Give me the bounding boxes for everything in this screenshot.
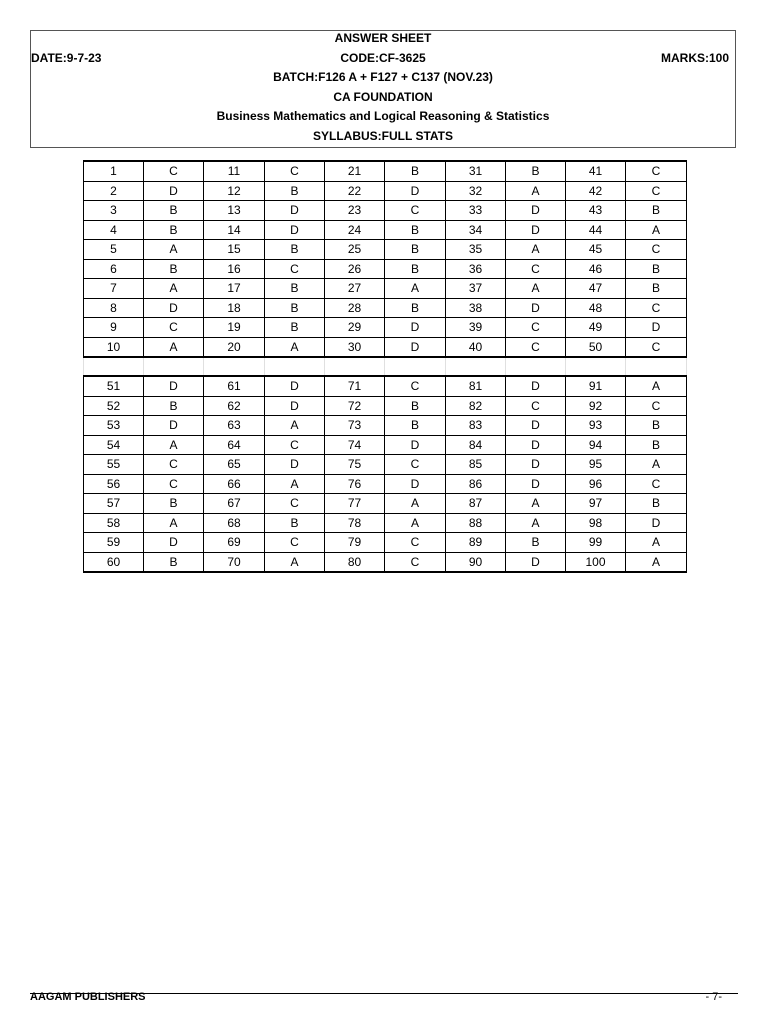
answer-option-cell: C (385, 376, 446, 396)
answer-option-cell: B (144, 494, 204, 514)
question-number-cell: 79 (325, 533, 385, 553)
answer-option-cell: C (626, 396, 687, 416)
answer-option-cell: A (506, 513, 566, 533)
question-number-cell: 30 (325, 337, 385, 357)
question-number-cell: 47 (566, 279, 626, 299)
question-number-cell: 96 (566, 474, 626, 494)
answer-option-cell: C (506, 259, 566, 279)
answer-option-cell: A (144, 240, 204, 260)
syllabus-info: SYLLABUS:FULL STATS (313, 129, 453, 143)
exam-date: DATE:9-7-23 (31, 51, 102, 65)
question-number-cell: 14 (204, 220, 265, 240)
answer-option-cell: A (385, 513, 446, 533)
answer-option-cell: C (506, 318, 566, 338)
answer-option-cell: A (506, 240, 566, 260)
question-number-cell: 18 (204, 298, 265, 318)
question-number-cell: 88 (446, 513, 506, 533)
question-number-cell: 6 (84, 259, 144, 279)
question-number-cell: 81 (446, 376, 506, 396)
question-number-cell: 77 (325, 494, 385, 514)
question-number-cell: 16 (204, 259, 265, 279)
spacer-cell (265, 357, 325, 376)
question-number-cell: 97 (566, 494, 626, 514)
answer-option-cell: D (385, 435, 446, 455)
answer-row (84, 298, 687, 318)
answer-option-cell: A (385, 279, 446, 299)
answer-row (84, 494, 687, 514)
answer-option-cell: C (385, 533, 446, 553)
course-name: CA FOUNDATION (333, 90, 433, 104)
answer-row (84, 240, 687, 260)
answer-row (84, 533, 687, 553)
question-number-cell: 29 (325, 318, 385, 338)
question-number-cell: 41 (566, 161, 626, 181)
answer-option-cell: C (144, 161, 204, 181)
question-number-cell: 40 (446, 337, 506, 357)
question-number-cell: 13 (204, 201, 265, 221)
question-number-cell: 35 (446, 240, 506, 260)
answer-option-cell: A (626, 220, 687, 240)
question-number-cell: 37 (446, 279, 506, 299)
question-number-cell: 39 (446, 318, 506, 338)
question-number-cell: 87 (446, 494, 506, 514)
spacer-cell (446, 357, 506, 376)
answer-row (84, 455, 687, 475)
answer-row (84, 396, 687, 416)
question-number-cell: 2 (84, 181, 144, 201)
question-number-cell: 15 (204, 240, 265, 260)
question-number-cell: 85 (446, 455, 506, 475)
answer-option-cell: C (506, 396, 566, 416)
answer-key-body (84, 161, 687, 572)
question-number-cell: 78 (325, 513, 385, 533)
answer-option-cell: C (385, 455, 446, 475)
question-number-cell: 67 (204, 494, 265, 514)
answer-option-cell: B (385, 220, 446, 240)
question-number-cell: 54 (84, 435, 144, 455)
question-number-cell: 73 (325, 416, 385, 436)
answer-option-cell: B (144, 259, 204, 279)
answer-option-cell: B (385, 416, 446, 436)
answer-row (84, 201, 687, 221)
question-number-cell: 63 (204, 416, 265, 436)
answer-option-cell: B (385, 396, 446, 416)
question-number-cell: 64 (204, 435, 265, 455)
spacer-cell (84, 357, 144, 376)
answer-option-cell: C (506, 337, 566, 357)
question-number-cell: 98 (566, 513, 626, 533)
question-number-cell: 51 (84, 376, 144, 396)
question-number-cell: 83 (446, 416, 506, 436)
answer-option-cell: D (265, 376, 325, 396)
question-number-cell: 12 (204, 181, 265, 201)
answer-option-cell: B (626, 416, 687, 436)
answer-option-cell: A (506, 181, 566, 201)
answer-option-cell: A (626, 552, 687, 572)
answer-option-cell: B (265, 513, 325, 533)
answer-option-cell: A (144, 435, 204, 455)
answer-option-cell: C (626, 474, 687, 494)
question-number-cell: 92 (566, 396, 626, 416)
question-number-cell: 89 (446, 533, 506, 553)
answer-option-cell: B (265, 181, 325, 201)
question-number-cell: 19 (204, 318, 265, 338)
question-number-cell: 36 (446, 259, 506, 279)
answer-row (84, 181, 687, 201)
answer-option-cell: D (144, 533, 204, 553)
answer-row (84, 435, 687, 455)
question-number-cell: 27 (325, 279, 385, 299)
question-number-cell: 59 (84, 533, 144, 553)
answer-row (84, 513, 687, 533)
answer-option-cell: B (144, 220, 204, 240)
spacer-cell (506, 357, 566, 376)
question-number-cell: 74 (325, 435, 385, 455)
answer-option-cell: D (265, 455, 325, 475)
answer-option-cell: B (506, 533, 566, 553)
answer-option-cell: C (265, 494, 325, 514)
answer-option-cell: C (265, 435, 325, 455)
question-number-cell: 3 (84, 201, 144, 221)
answer-option-cell: B (265, 240, 325, 260)
answer-option-cell: C (626, 240, 687, 260)
question-number-cell: 90 (446, 552, 506, 572)
question-number-cell: 60 (84, 552, 144, 572)
question-number-cell: 71 (325, 376, 385, 396)
question-number-cell: 17 (204, 279, 265, 299)
sheet-title: ANSWER SHEET (334, 31, 432, 45)
question-number-cell: 56 (84, 474, 144, 494)
question-number-cell: 82 (446, 396, 506, 416)
answer-option-cell: A (626, 376, 687, 396)
question-number-cell: 55 (84, 455, 144, 475)
answer-option-cell: A (265, 474, 325, 494)
answer-option-cell: B (144, 396, 204, 416)
question-number-cell: 44 (566, 220, 626, 240)
spacer-cell (325, 357, 385, 376)
question-number-cell: 45 (566, 240, 626, 260)
answer-option-cell: A (144, 279, 204, 299)
question-number-cell: 4 (84, 220, 144, 240)
question-number-cell: 53 (84, 416, 144, 436)
answer-option-cell: B (385, 259, 446, 279)
question-number-cell: 49 (566, 318, 626, 338)
answer-row (84, 337, 687, 357)
question-number-cell: 11 (204, 161, 265, 181)
question-number-cell: 21 (325, 161, 385, 181)
answer-row (84, 279, 687, 299)
question-number-cell: 100 (566, 552, 626, 572)
answer-option-cell: A (144, 513, 204, 533)
answer-row (84, 259, 687, 279)
answer-option-cell: D (506, 298, 566, 318)
answer-option-cell: D (265, 201, 325, 221)
answer-option-cell: B (626, 279, 687, 299)
question-number-cell: 7 (84, 279, 144, 299)
answer-option-cell: D (626, 318, 687, 338)
answer-option-cell: D (144, 298, 204, 318)
question-number-cell: 50 (566, 337, 626, 357)
question-number-cell: 26 (325, 259, 385, 279)
question-number-cell: 62 (204, 396, 265, 416)
answer-option-cell: A (506, 279, 566, 299)
answer-option-cell: C (626, 337, 687, 357)
spacer-cell (204, 357, 265, 376)
answer-option-cell: D (144, 376, 204, 396)
question-number-cell: 65 (204, 455, 265, 475)
subject-name: Business Mathematics and Logical Reasoning & Statistics (216, 109, 550, 123)
answer-option-cell: D (506, 552, 566, 572)
question-number-cell: 20 (204, 337, 265, 357)
answer-option-cell: D (506, 416, 566, 436)
answer-option-cell: B (626, 435, 687, 455)
answer-option-cell: A (265, 552, 325, 572)
question-number-cell: 75 (325, 455, 385, 475)
answer-option-cell: A (626, 533, 687, 553)
total-marks: MARKS:100 (660, 51, 729, 65)
answer-row (84, 552, 687, 572)
answer-row (84, 376, 687, 396)
page-number: - 7- (705, 991, 722, 1003)
question-number-cell: 72 (325, 396, 385, 416)
answer-option-cell: B (385, 161, 446, 181)
question-number-cell: 9 (84, 318, 144, 338)
answer-row (84, 220, 687, 240)
spacer-cell (626, 357, 687, 376)
answer-option-cell: B (265, 279, 325, 299)
answer-option-cell: B (626, 494, 687, 514)
answer-option-cell: D (506, 220, 566, 240)
publisher-name: AAGAM PUBLISHERS (30, 991, 146, 1003)
question-number-cell: 61 (204, 376, 265, 396)
question-number-cell: 1 (84, 161, 144, 181)
answer-option-cell: D (506, 455, 566, 475)
answer-option-cell: C (265, 533, 325, 553)
question-number-cell: 5 (84, 240, 144, 260)
answer-key-table (83, 160, 687, 573)
answer-option-cell: B (144, 201, 204, 221)
answer-option-cell: C (385, 552, 446, 572)
question-number-cell: 84 (446, 435, 506, 455)
question-number-cell: 8 (84, 298, 144, 318)
answer-option-cell: D (144, 181, 204, 201)
question-number-cell: 22 (325, 181, 385, 201)
question-number-cell: 86 (446, 474, 506, 494)
answer-option-cell: A (265, 337, 325, 357)
answer-option-cell: D (385, 318, 446, 338)
question-number-cell: 43 (566, 201, 626, 221)
answer-option-cell: C (265, 259, 325, 279)
question-number-cell: 93 (566, 416, 626, 436)
question-number-cell: 68 (204, 513, 265, 533)
spacer-cell (144, 357, 204, 376)
answer-option-cell: D (385, 181, 446, 201)
answer-option-cell: C (144, 474, 204, 494)
question-number-cell: 25 (325, 240, 385, 260)
answer-option-cell: B (626, 259, 687, 279)
question-number-cell: 58 (84, 513, 144, 533)
question-number-cell: 76 (325, 474, 385, 494)
answer-option-cell: A (626, 455, 687, 475)
answer-option-cell: D (626, 513, 687, 533)
paper-code: CODE:CF-3625 (340, 51, 426, 65)
answer-option-cell: D (506, 435, 566, 455)
question-number-cell: 91 (566, 376, 626, 396)
question-number-cell: 38 (446, 298, 506, 318)
question-number-cell: 66 (204, 474, 265, 494)
question-number-cell: 23 (325, 201, 385, 221)
question-number-cell: 95 (566, 455, 626, 475)
answer-option-cell: D (506, 376, 566, 396)
answer-option-cell: B (626, 201, 687, 221)
answer-option-cell: A (506, 494, 566, 514)
answer-option-cell: D (385, 337, 446, 357)
question-number-cell: 94 (566, 435, 626, 455)
answer-option-cell: B (385, 298, 446, 318)
answer-row (84, 318, 687, 338)
answer-option-cell: C (626, 181, 687, 201)
answer-row (84, 161, 687, 181)
question-number-cell: 80 (325, 552, 385, 572)
answer-option-cell: D (265, 220, 325, 240)
answer-option-cell: B (265, 318, 325, 338)
question-number-cell: 99 (566, 533, 626, 553)
answer-option-cell: D (506, 201, 566, 221)
question-number-cell: 42 (566, 181, 626, 201)
batch-info: BATCH:F126 A + F127 + C137 (NOV.23) (273, 70, 493, 84)
answer-option-cell: B (265, 298, 325, 318)
question-number-cell: 48 (566, 298, 626, 318)
question-number-cell: 70 (204, 552, 265, 572)
question-number-cell: 10 (84, 337, 144, 357)
answer-option-cell: C (144, 318, 204, 338)
question-number-cell: 46 (566, 259, 626, 279)
question-number-cell: 32 (446, 181, 506, 201)
answer-option-cell: C (144, 455, 204, 475)
answer-option-cell: A (385, 494, 446, 514)
answer-option-cell: D (265, 396, 325, 416)
question-number-cell: 24 (325, 220, 385, 240)
question-number-cell: 31 (446, 161, 506, 181)
answer-option-cell: C (626, 298, 687, 318)
block-spacer-row (84, 357, 687, 376)
answer-row (84, 474, 687, 494)
question-number-cell: 28 (325, 298, 385, 318)
answer-option-cell: D (506, 474, 566, 494)
question-number-cell: 57 (84, 494, 144, 514)
answer-option-cell: A (265, 416, 325, 436)
spacer-cell (385, 357, 446, 376)
answer-option-cell: A (144, 337, 204, 357)
answer-row (84, 416, 687, 436)
header-box (30, 30, 736, 148)
answer-option-cell: B (144, 552, 204, 572)
question-number-cell: 52 (84, 396, 144, 416)
answer-option-cell: D (385, 474, 446, 494)
question-number-cell: 33 (446, 201, 506, 221)
answer-option-cell: D (144, 416, 204, 436)
spacer-cell (566, 357, 626, 376)
question-number-cell: 69 (204, 533, 265, 553)
answer-option-cell: C (265, 161, 325, 181)
answer-option-cell: B (385, 240, 446, 260)
answer-option-cell: B (506, 161, 566, 181)
question-number-cell: 34 (446, 220, 506, 240)
answer-option-cell: C (626, 161, 687, 181)
answer-option-cell: C (385, 201, 446, 221)
